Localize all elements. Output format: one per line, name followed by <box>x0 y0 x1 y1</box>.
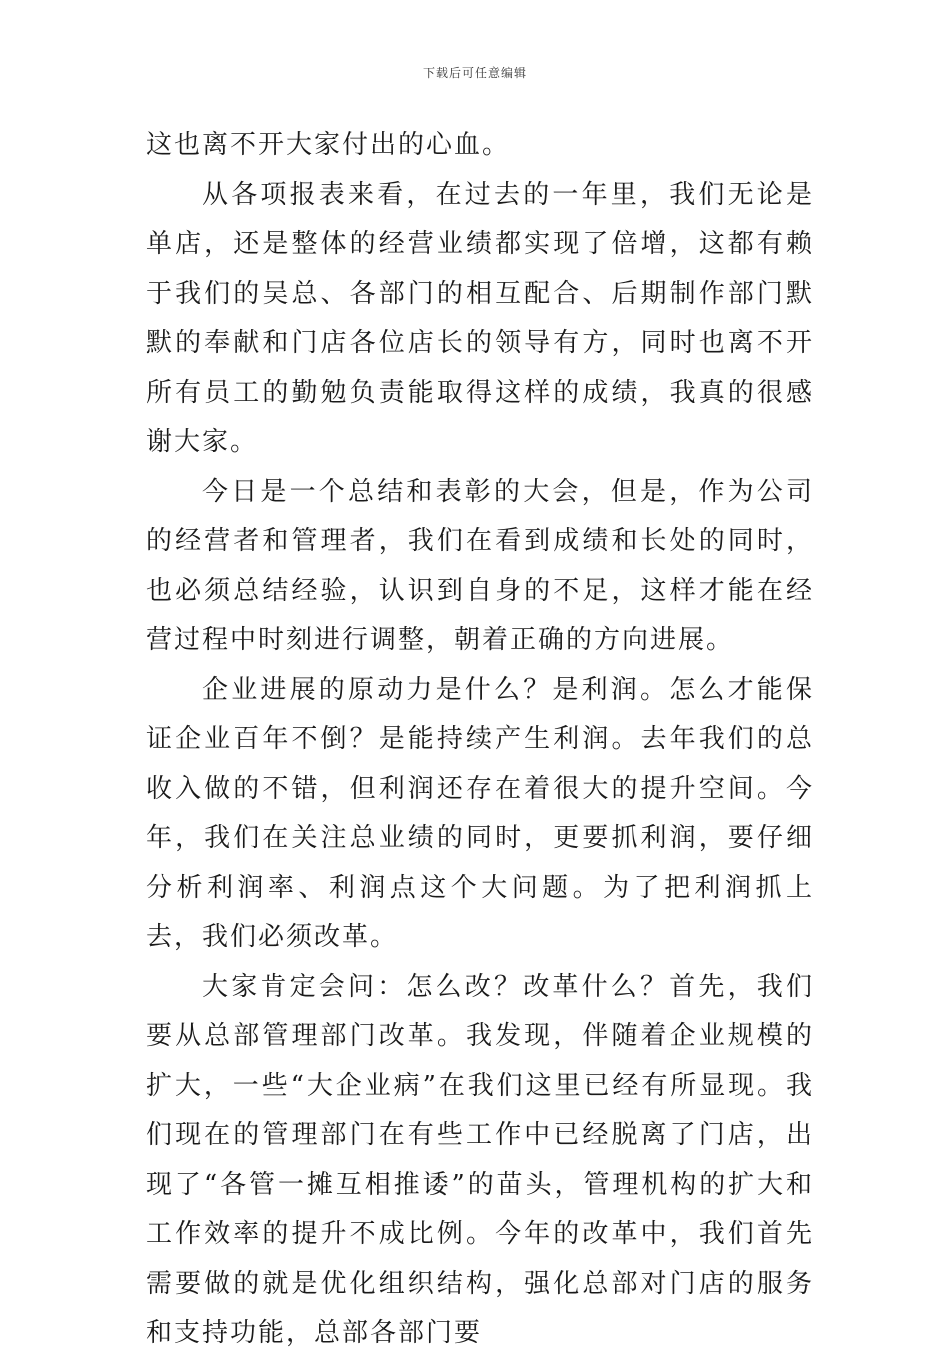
paragraph-5: 大家肯定会问：怎么改？改革什么？首先，我们要从总部管理部门改革。我发现，伴随着企业规模的扩大，一些“大企业病”在我们这里已经有所显现。我们现在的管理部门在有些工作中已经脱离了门店，出现了“各管一摊互相推诿”的苗头，管理机构的扩大和工作效率的提升不成比例。今年的改革中，我们首先需要做的就是优化组织结构，强化总部对门店的服务和支持功能，总部各部门要 <box>146 971 814 1348</box>
document-body <box>146 121 814 1359</box>
paragraph-2: 从各项报表来看，在过去的一年里，我们无论是单店，还是整体的经营业绩都实现了倍增，这都有赖于我们的吴总、各部门的相互配合、后期制作部门默默的奉献和门店各位店长的领导有方，同时也离不开所有员工的勤勉负责能取得这样的成绩，我真的很感谢大家。 <box>146 179 814 457</box>
header-note: 下载后可任意编辑 <box>422 66 527 80</box>
paragraph-3: 今日是一个总结和表彰的大会，但是，作为公司的经营者和管理者，我们在看到成绩和长处的同时，也必须总结经验，认识到自身的不足，这样才能在经营过程中时刻进行调整，朝着正确的方向进展。 <box>146 476 814 655</box>
paragraph-4: 企业进展的原动力是什么？是利润。怎么才能保证企业百年不倒？是能持续产生利润。去年我们的总收入做的不错，但利润还存在着很大的提升空间。今年，我们在关注总业绩的同时，更要抓利润，要仔细分析利润率、利润点这个大问题。为了把利润抓上去，我们必须改革。 <box>146 674 814 952</box>
paragraph-1: 这也离不开大家付出的心血。 <box>146 130 511 160</box>
